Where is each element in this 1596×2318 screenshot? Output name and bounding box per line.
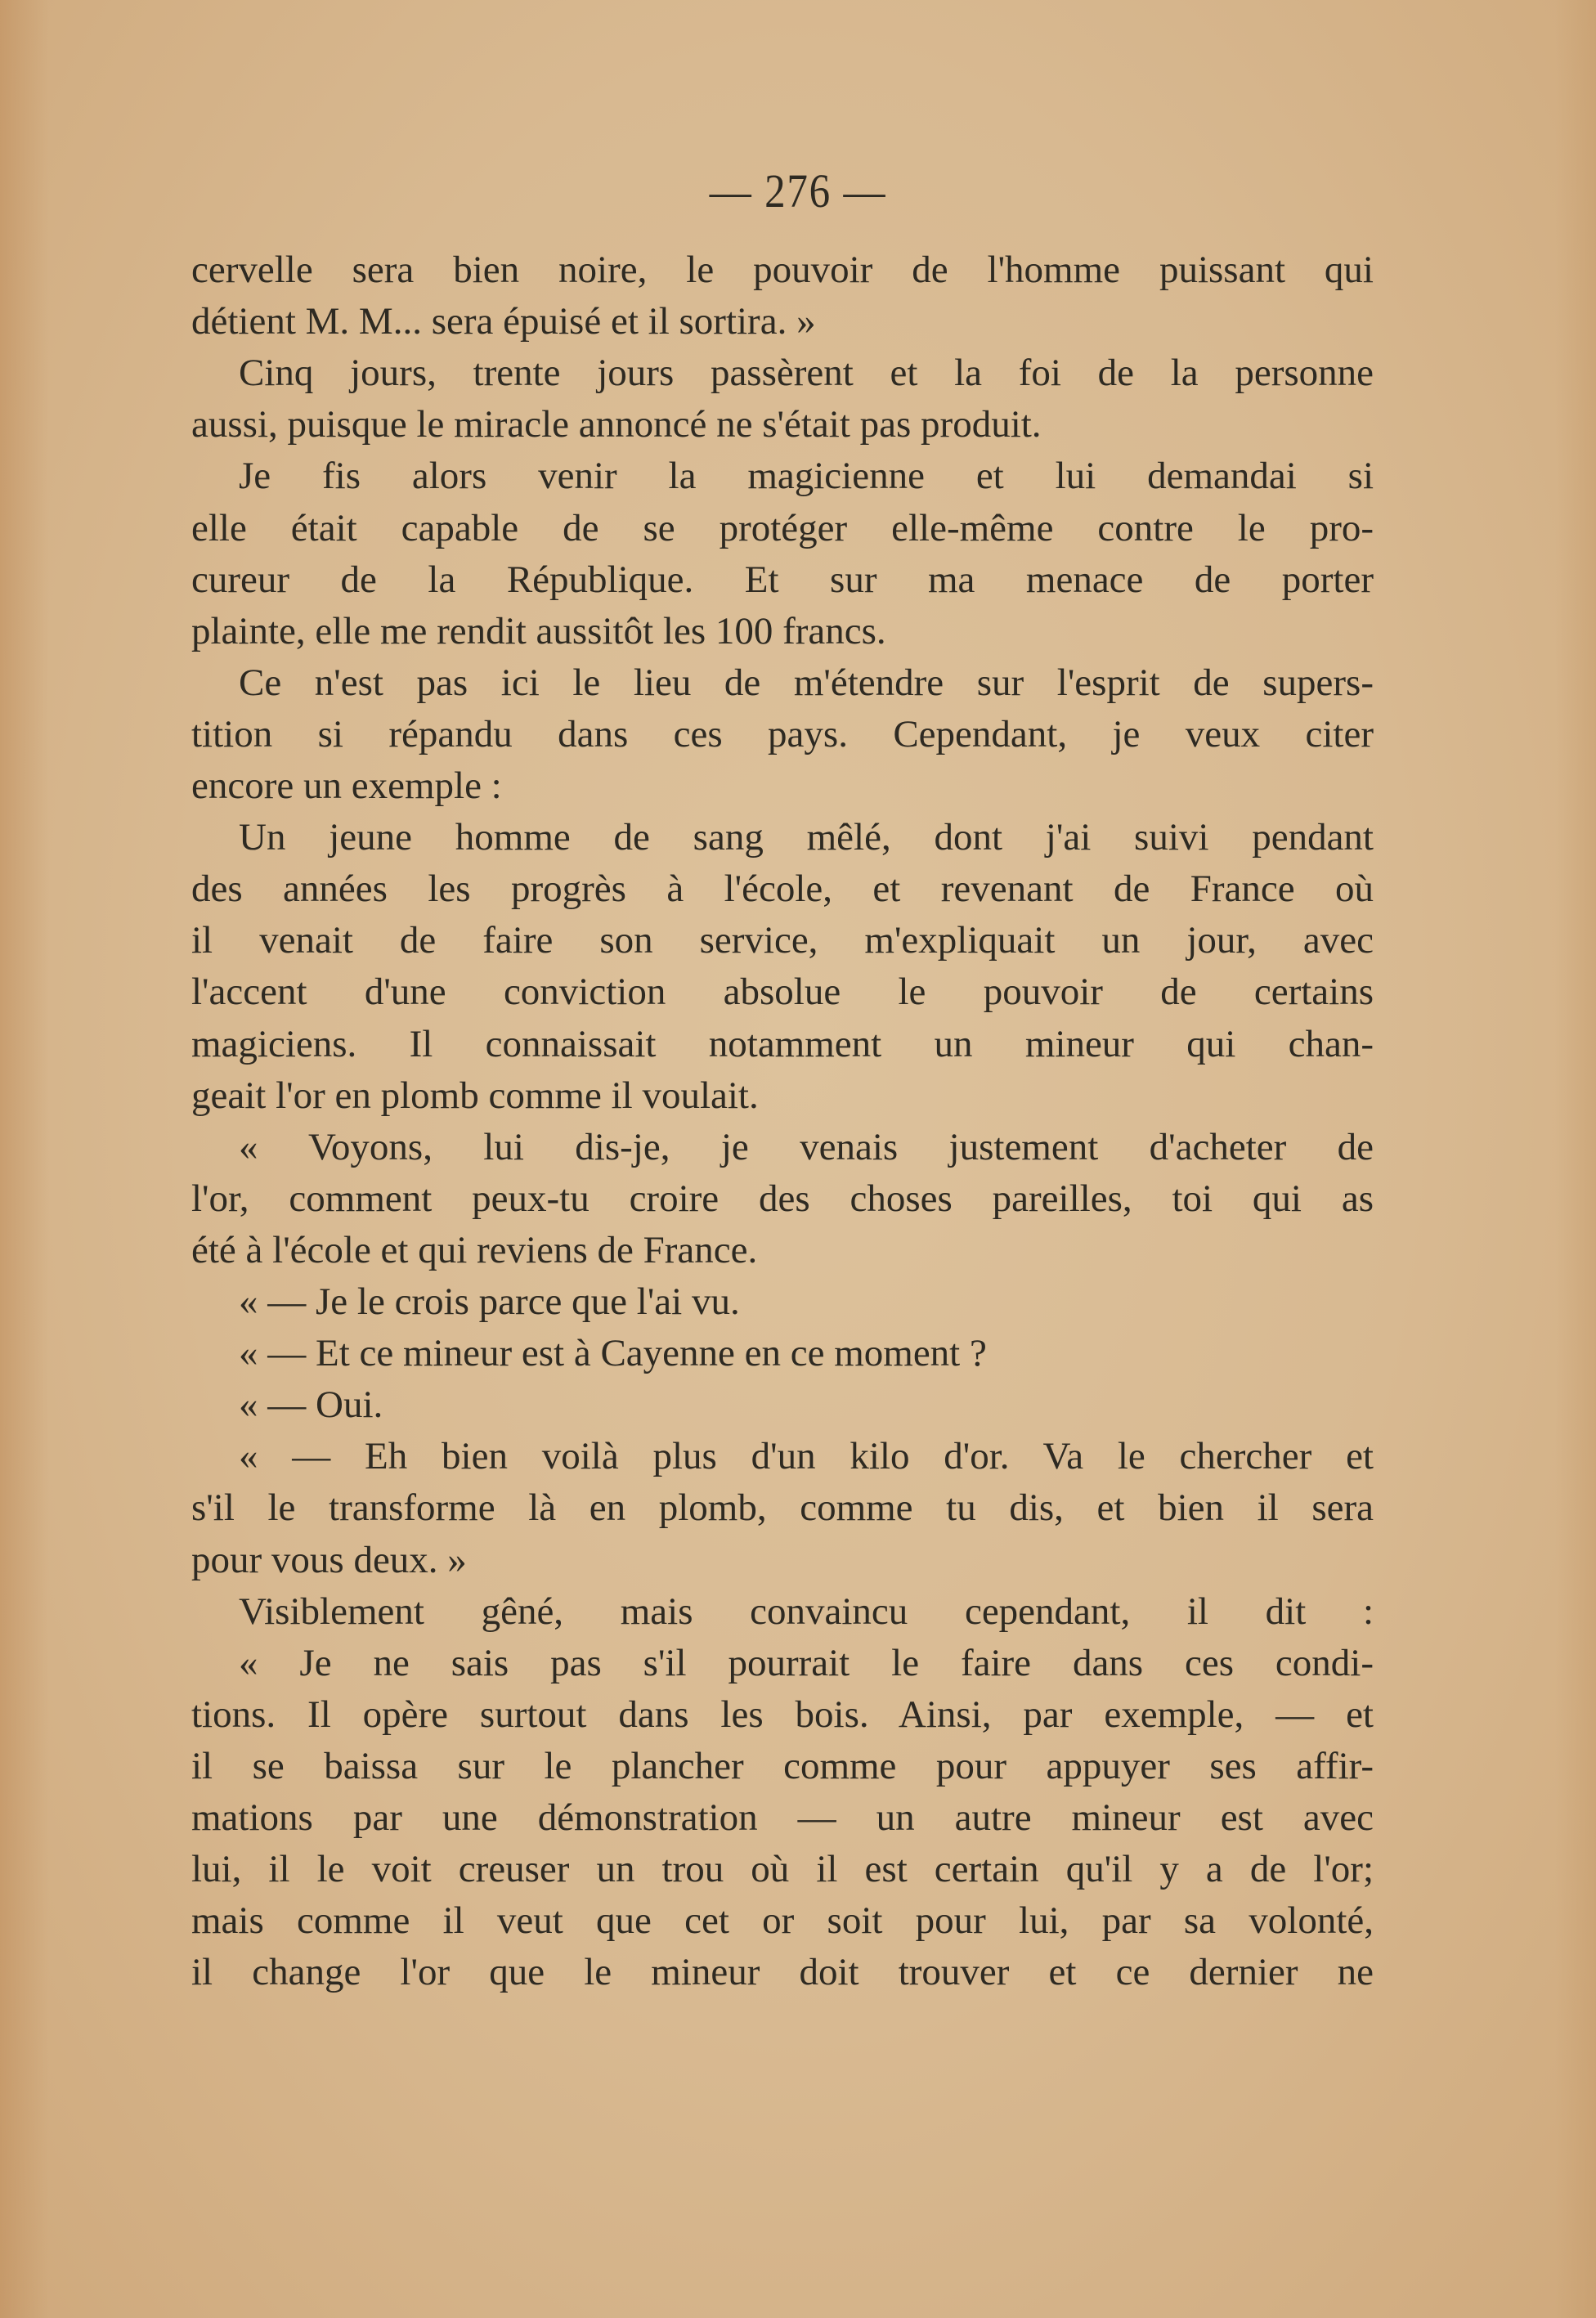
text-line: « Voyons, lui dis-je, je venais justement d'acheter de [239, 1125, 1374, 1168]
text-line: aussi, puisque le miracle annoncé ne s'était pas produit. [191, 403, 1042, 446]
text-line: « — Oui. [239, 1383, 383, 1427]
text-line: lui, il le voit creuser un trou où il est certain qu'il y a de l'or; [191, 1848, 1374, 1891]
text-line: encore un exemple : [191, 764, 502, 807]
text-line: détient M. M... sera épuisé et il sortira. » [191, 300, 816, 343]
text-line: Cinq jours, trente jours passèrent et la foi de la personne [239, 352, 1374, 395]
text-line: cervelle sera bien noire, le pouvoir de l'homme puissant qui [191, 249, 1374, 291]
text-line: « — Eh bien voilà plus d'un kilo d'or. Va le chercher et [239, 1435, 1374, 1478]
text-line: « — Et ce mineur est à Cayenne en ce moment ? [239, 1332, 987, 1375]
text-line: plainte, elle me rendit aussitôt les 100 francs. [191, 609, 886, 652]
text-line: des années les progrès à l'école, et revenant de France où [191, 868, 1374, 911]
text-line: cureur de la République. Et sur ma menace de porter [191, 558, 1374, 601]
page-edge-shadow-left [0, 0, 49, 2318]
text-line: pour vous deux. » [191, 1538, 467, 1581]
text-line: Un jeune homme de sang mêlé, dont j'ai suivi pendant [239, 816, 1374, 859]
text-line: « — Je le crois parce que l'ai vu. [239, 1280, 740, 1323]
page-number: — 276 — [709, 164, 887, 217]
text-line: geait l'or en plomb comme il voulait. [191, 1074, 759, 1117]
text-line: mais comme il veut que cet or soit pour lui, par sa volonté, [191, 1899, 1374, 1943]
text-line: mations par une démonstration — un autre mineur est avec [191, 1796, 1374, 1839]
text-line: elle était capable de se protéger elle-même contre le pro- [191, 506, 1374, 549]
text-line: Visiblement gêné, mais convaincu cependant, il dit : [239, 1589, 1374, 1633]
text-line: tions. Il opère surtout dans les bois. Ainsi, par exemple, — et [191, 1693, 1374, 1736]
text-line: il se baissa sur le plancher comme pour appuyer ses affir- [191, 1744, 1374, 1787]
text-line: il change l'or que le mineur doit trouver et ce dernier ne [191, 1951, 1374, 1994]
text-line: été à l'école et qui reviens de France. [191, 1228, 758, 1271]
text-line: Ce n'est pas ici le lieu de m'étendre sur l'esprit de supers- [239, 661, 1374, 704]
text-line: magiciens. Il connaissait notamment un mineur qui chan- [191, 1022, 1374, 1065]
text-line: il venait de faire son service, m'expliquait un jour, avec [191, 919, 1374, 962]
text-line: « Je ne sais pas s'il pourrait le faire dans ces condi- [239, 1641, 1374, 1684]
text-line: l'accent d'une conviction absolue le pouvoir de certains [191, 971, 1374, 1014]
text-line: tition si répandu dans ces pays. Cependant, je veux citer [191, 712, 1374, 755]
text-line: l'or, comment peux-tu croire des choses pareilles, toi qui as [191, 1177, 1374, 1220]
text-line: Je fis alors venir la magicienne et lui demandai si [239, 455, 1374, 498]
text-line: s'il le transforme là en plomb, comme tu dis, et bien il sera [191, 1486, 1374, 1530]
page-edge-shadow-right [1555, 0, 1596, 2318]
